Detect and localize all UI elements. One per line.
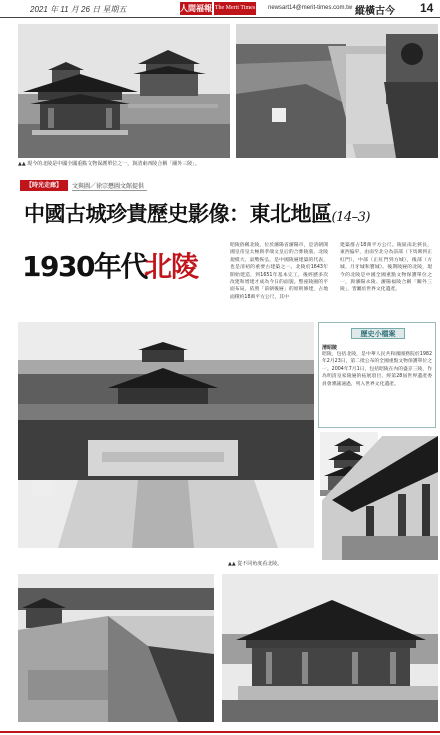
- photo-city-wall: [236, 24, 438, 158]
- article-column-1: 昭陵俗稱北陵，位於瀋陽省瀋陽市，是清朝開國皇帝皇太極與孝端文皇后的合葬陵墓，北陵規模大，氣勢恢弘，是中國陵寢建築的代表，也是清初的重要古建築之一。北陵於1643年開始建造，到1651年基本完工，後經歷多次改建和增建才成為今日的面貌。整座陵園的平面布局，依照「前朝後寢」的原則修建，占地面積約18萬平方公尺，其中: [230, 243, 328, 300]
- page-number: 14: [420, 1, 434, 15]
- sidebar-body: 昭陵，包括北陵，是中華人民共和國國務院於1982年2月23日，第二批公布的全國重點文物保護單位之一。2004年7月1日，包括昭陵在內的盛京三陵，作為明清皇家陵寢的拓展項目，經第28屆世界遺產委員會審議通過，列入世界文化遺產。: [322, 352, 432, 387]
- series-part: (14–3): [331, 210, 370, 225]
- caption-top: ▲▲ 現今的北陵是中國全國重點文物保護單位之一，與清東西陵合稱「關外三陵」。: [18, 161, 200, 167]
- column-tag: 【時光走廊】: [20, 180, 68, 191]
- bottom-rule: [0, 731, 440, 733]
- header-email: newsart14@merit-times.com.tw: [268, 5, 353, 11]
- headline-name: 北陵: [144, 250, 199, 283]
- header-date: 2021 年 11 月 26 日 星期五: [30, 5, 127, 14]
- photo-main-hall: [222, 574, 438, 722]
- series-title: [24, 198, 370, 228]
- newspaper-brand: The Merit Times: [214, 2, 256, 15]
- headline-year: 1930年代: [22, 250, 147, 283]
- article-column-2: 建築群占18萬平方公尺。陵區南北狹長，東西偏窄，由南至北分為前部（下馬碑到正紅門），中部（正紅門到方城），後部（方城、月牙城和寶城）。後期陵寢的北陵，現今的北陵是中國全國重點文物保護單位之一，與瀋陽永陵、瀋陽福陵合稱「關外三陵」，皆屬於世界文化遺產。: [340, 243, 432, 293]
- sidebar-heading: 清昭陵: [322, 345, 338, 351]
- photo-wall-corridor: [18, 574, 214, 722]
- section-name: 縱橫古今: [355, 6, 395, 17]
- photo-palace-top-left: [18, 24, 230, 158]
- photo-beiling-gate: [18, 322, 314, 548]
- sidebar-title: 歷史小檔案: [351, 328, 405, 339]
- series-title-text: 中國古城珍貴歷史影像：東北地區: [24, 201, 332, 226]
- caption-middle-right: ▲▲ 從不同角度看北陵。: [228, 561, 283, 567]
- column-byline: 文與圖／徐宗懋圖文館提供: [72, 181, 147, 191]
- newspaper-logo: 人間福報: [180, 3, 212, 13]
